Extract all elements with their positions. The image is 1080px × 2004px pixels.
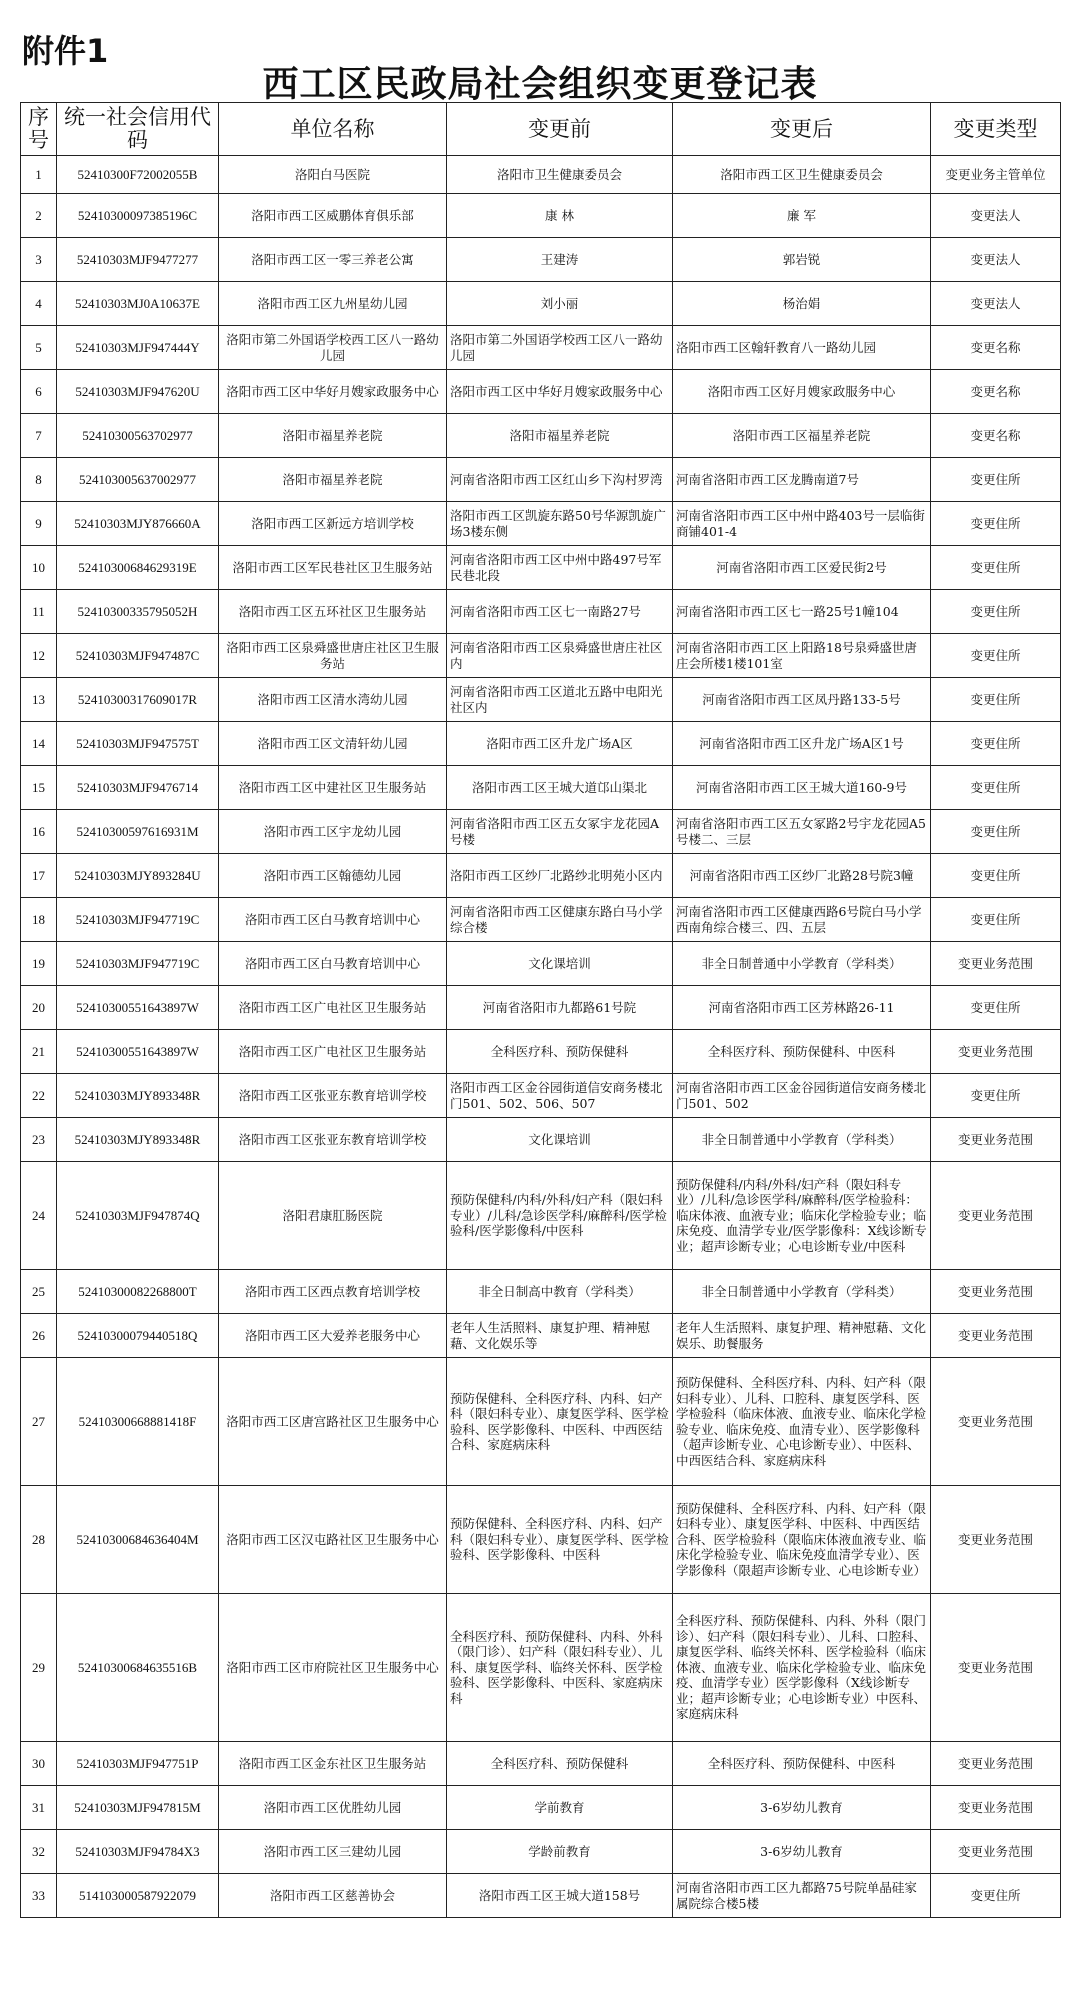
cell-org-name: 洛阳市西工区优胜幼儿园 <box>219 1786 447 1830</box>
cell-serial: 23 <box>21 1118 57 1162</box>
cell-after: 非全日制普通中小学教育（学科类） <box>673 1118 931 1162</box>
cell-org-name: 洛阳市第二外国语学校西工区八一路幼儿园 <box>219 326 447 370</box>
cell-before: 非全日制高中教育（学科类） <box>447 1270 673 1314</box>
table-row <box>21 1786 1061 1830</box>
cell-credit-code: 52410300551643897W <box>57 1030 219 1074</box>
cell-after: 老年人生活照料、康复护理、精神慰藉、文化娱乐、助餐服务 <box>673 1314 931 1358</box>
cell-after: 河南省洛阳市西工区王城大道160-9号 <box>673 766 931 810</box>
cell-credit-code: 52410300551643897W <box>57 986 219 1030</box>
registration-table <box>20 102 1061 1918</box>
cell-org-name: 洛阳市西工区唐宫路社区卫生服务中心 <box>219 1358 447 1486</box>
table-row <box>21 1486 1061 1594</box>
cell-serial: 21 <box>21 1030 57 1074</box>
cell-change-type: 变更业务范围 <box>931 1486 1061 1594</box>
cell-serial: 16 <box>21 810 57 854</box>
cell-org-name: 洛阳市西工区军民巷社区卫生服务站 <box>219 546 447 590</box>
cell-change-type: 变更业务范围 <box>931 1594 1061 1742</box>
cell-after: 河南省洛阳市西工区纱厂北路28号院3幢 <box>673 854 931 898</box>
cell-org-name: 洛阳市西工区大爱养老服务中心 <box>219 1314 447 1358</box>
cell-credit-code: 52410303MJF947575T <box>57 722 219 766</box>
header-credit-code: 统一社会信用代码 <box>57 103 219 156</box>
cell-credit-code: 52410303MJY893284U <box>57 854 219 898</box>
cell-credit-code: 52410300563702977 <box>57 414 219 458</box>
cell-org-name: 洛阳市西工区一零三养老公寓 <box>219 238 447 282</box>
table-row <box>21 1830 1061 1874</box>
cell-before: 河南省洛阳市西工区道北五路中电阳光社区内 <box>447 678 673 722</box>
cell-change-type: 变更业务范围 <box>931 1030 1061 1074</box>
cell-change-type: 变更法人 <box>931 238 1061 282</box>
cell-after: 3-6岁幼儿教育 <box>673 1830 931 1874</box>
cell-before: 河南省洛阳市西工区中州中路497号军民巷北段 <box>447 546 673 590</box>
cell-credit-code: 52410300079440518Q <box>57 1314 219 1358</box>
cell-before: 河南省洛阳市西工区泉舜盛世唐庄社区内 <box>447 634 673 678</box>
cell-org-name: 洛阳市西工区市府院社区卫生服务中心 <box>219 1594 447 1742</box>
table-row <box>21 1270 1061 1314</box>
cell-change-type: 变更名称 <box>931 326 1061 370</box>
cell-before: 预防保健科、全科医疗科、内科、妇产科（限妇科专业）、康复医学科、医学检验科、医学影像科、中医科、中西医结合科、家庭病床科 <box>447 1358 673 1486</box>
table-row <box>21 458 1061 502</box>
cell-after: 河南省洛阳市西工区健康西路6号院白马小学西南角综合楼三、四、五层 <box>673 898 931 942</box>
cell-org-name: 洛阳市西工区张亚东教育培训学校 <box>219 1074 447 1118</box>
cell-org-name: 洛阳市西工区广电社区卫生服务站 <box>219 1030 447 1074</box>
cell-serial: 3 <box>21 238 57 282</box>
cell-org-name: 洛阳市西工区宇龙幼儿园 <box>219 810 447 854</box>
cell-serial: 7 <box>21 414 57 458</box>
table-row <box>21 810 1061 854</box>
cell-after: 杨治娟 <box>673 282 931 326</box>
cell-after: 洛阳市西工区卫生健康委员会 <box>673 156 931 194</box>
cell-org-name: 洛阳市西工区五环社区卫生服务站 <box>219 590 447 634</box>
cell-serial: 31 <box>21 1786 57 1830</box>
cell-before: 洛阳市西工区王城大道158号 <box>447 1874 673 1918</box>
table-row <box>21 194 1061 238</box>
cell-org-name: 洛阳君康肛肠医院 <box>219 1162 447 1270</box>
cell-serial: 18 <box>21 898 57 942</box>
cell-before: 学前教育 <box>447 1786 673 1830</box>
cell-change-type: 变更业务范围 <box>931 1830 1061 1874</box>
header-before: 变更前 <box>447 103 673 156</box>
cell-org-name: 洛阳市西工区中建社区卫生服务站 <box>219 766 447 810</box>
cell-before: 河南省洛阳市九都路61号院 <box>447 986 673 1030</box>
cell-before: 河南省洛阳市西工区健康东路白马小学综合楼 <box>447 898 673 942</box>
cell-serial: 11 <box>21 590 57 634</box>
table-row <box>21 1162 1061 1270</box>
cell-change-type: 变更住所 <box>931 678 1061 722</box>
header-serial: 序号 <box>21 103 57 156</box>
page-title: 西工区民政局社会组织变更登记表 <box>262 64 818 105</box>
cell-before: 河南省洛阳市西工区红山乡下沟村罗湾 <box>447 458 673 502</box>
cell-credit-code: 52410300684635516B <box>57 1594 219 1742</box>
cell-serial: 9 <box>21 502 57 546</box>
cell-after: 全科医疗科、预防保健科、内科、外科（限门诊）、妇产科（限妇科专业）、儿科、口腔科、康复医学科、临终关怀科、医学检验科（临床体液、血液专业、临床化学检验专业、临床免疫、血清学专业）医学影像科（X线诊断专业；超声诊断专业；心电诊断专业）中医科、家庭病床科 <box>673 1594 931 1742</box>
cell-serial: 17 <box>21 854 57 898</box>
cell-after: 洛阳市西工区翰轩教育八一路幼儿园 <box>673 326 931 370</box>
cell-credit-code: 52410300097385196C <box>57 194 219 238</box>
cell-credit-code: 52410300F72002055B <box>57 156 219 194</box>
cell-org-name: 洛阳市西工区白马教育培训中心 <box>219 898 447 942</box>
cell-serial: 32 <box>21 1830 57 1874</box>
cell-credit-code: 514103000587922079 <box>57 1874 219 1918</box>
cell-credit-code: 52410303MJF947874Q <box>57 1162 219 1270</box>
table-row <box>21 1314 1061 1358</box>
cell-before: 康 林 <box>447 194 673 238</box>
cell-before: 洛阳市第二外国语学校西工区八一路幼儿园 <box>447 326 673 370</box>
table-row <box>21 238 1061 282</box>
cell-org-name: 洛阳市西工区威鹏体育俱乐部 <box>219 194 447 238</box>
cell-after: 河南省洛阳市西工区金谷园街道信安商务楼北门501、502 <box>673 1074 931 1118</box>
cell-after: 全科医疗科、预防保健科、中医科 <box>673 1742 931 1786</box>
cell-before: 文化课培训 <box>447 1118 673 1162</box>
cell-credit-code: 52410303MJF94784X3 <box>57 1830 219 1874</box>
cell-serial: 12 <box>21 634 57 678</box>
cell-org-name: 洛阳市西工区清水湾幼儿园 <box>219 678 447 722</box>
cell-credit-code: 52410303MJF947751P <box>57 1742 219 1786</box>
cell-org-name: 洛阳市西工区泉舜盛世唐庄社区卫生服务站 <box>219 634 447 678</box>
cell-credit-code: 52410303MJF9477277 <box>57 238 219 282</box>
cell-change-type: 变更业务范围 <box>931 1314 1061 1358</box>
table-row <box>21 1742 1061 1786</box>
header-after: 变更后 <box>673 103 931 156</box>
cell-change-type: 变更业务范围 <box>931 1162 1061 1270</box>
cell-org-name: 洛阳市西工区九州星幼儿园 <box>219 282 447 326</box>
cell-change-type: 变更住所 <box>931 1874 1061 1918</box>
cell-after: 非全日制普通中小学教育（学科类） <box>673 942 931 986</box>
cell-change-type: 变更业务范围 <box>931 1358 1061 1486</box>
cell-credit-code: 524103005637002977 <box>57 458 219 502</box>
attachment-label: 附件1 <box>22 32 109 70</box>
cell-credit-code: 52410303MJF947719C <box>57 898 219 942</box>
cell-change-type: 变更业务范围 <box>931 1118 1061 1162</box>
table-row <box>21 1030 1061 1074</box>
cell-serial: 2 <box>21 194 57 238</box>
cell-serial: 26 <box>21 1314 57 1358</box>
cell-serial: 6 <box>21 370 57 414</box>
cell-credit-code: 52410303MJY893348R <box>57 1074 219 1118</box>
table-row <box>21 634 1061 678</box>
cell-change-type: 变更业务范围 <box>931 942 1061 986</box>
cell-org-name: 洛阳白马医院 <box>219 156 447 194</box>
cell-org-name: 洛阳市西工区西点教育培训学校 <box>219 1270 447 1314</box>
cell-credit-code: 52410300317609017R <box>57 678 219 722</box>
cell-org-name: 洛阳市西工区张亚东教育培训学校 <box>219 1118 447 1162</box>
cell-serial: 4 <box>21 282 57 326</box>
table-row <box>21 1594 1061 1742</box>
cell-after: 河南省洛阳市西工区凤丹路133-5号 <box>673 678 931 722</box>
cell-org-name: 洛阳市西工区白马教育培训中心 <box>219 942 447 986</box>
cell-credit-code: 52410303MJF947815M <box>57 1786 219 1830</box>
cell-before: 王建涛 <box>447 238 673 282</box>
table-row <box>21 414 1061 458</box>
table-row <box>21 156 1061 194</box>
cell-credit-code: 52410300684636404M <box>57 1486 219 1594</box>
table-row <box>21 502 1061 546</box>
table-row <box>21 1358 1061 1486</box>
cell-before: 洛阳市卫生健康委员会 <box>447 156 673 194</box>
table-row <box>21 1118 1061 1162</box>
cell-after: 洛阳市西工区好月嫂家政服务中心 <box>673 370 931 414</box>
cell-after: 河南省洛阳市西工区七一路25号1幢104 <box>673 590 931 634</box>
cell-org-name: 洛阳市西工区金东社区卫生服务站 <box>219 1742 447 1786</box>
cell-change-type: 变更业务范围 <box>931 1270 1061 1314</box>
cell-before: 刘小丽 <box>447 282 673 326</box>
cell-before: 预防保健科/内科/外科/妇产科（限妇科专业）/儿科/急诊医学科/麻醉科/医学检验科/医学影像科/中医科 <box>447 1162 673 1270</box>
cell-credit-code: 52410300335795052H <box>57 590 219 634</box>
cell-serial: 14 <box>21 722 57 766</box>
cell-serial: 8 <box>21 458 57 502</box>
cell-after: 河南省洛阳市西工区升龙广场A区1号 <box>673 722 931 766</box>
cell-serial: 19 <box>21 942 57 986</box>
cell-org-name: 洛阳市福星养老院 <box>219 458 447 502</box>
cell-before: 全科医疗科、预防保健科 <box>447 1030 673 1074</box>
cell-before: 预防保健科、全科医疗科、内科、妇产科（限妇科专业）、康复医学科、医学检验科、医学影像科、中医科 <box>447 1486 673 1594</box>
cell-before: 洛阳市西工区金谷园街道信安商务楼北门501、502、506、507 <box>447 1074 673 1118</box>
cell-change-type: 变更住所 <box>931 898 1061 942</box>
cell-change-type: 变更住所 <box>931 634 1061 678</box>
cell-before: 洛阳市福星养老院 <box>447 414 673 458</box>
cell-credit-code: 52410303MJ0A10637E <box>57 282 219 326</box>
cell-serial: 27 <box>21 1358 57 1486</box>
cell-before: 河南省洛阳市西工区五女冢宇龙花园A号楼 <box>447 810 673 854</box>
cell-after: 3-6岁幼儿教育 <box>673 1786 931 1830</box>
cell-after: 预防保健科、全科医疗科、内科、妇产科（限妇科专业）、康复医学科、中医科、中西医结合科、医学检验科（限临床体液血液专业、临床化学检验专业、临床免疫血清学专业）、医学影像科（限超声诊断专业、心电诊断专业） <box>673 1486 931 1594</box>
header-change-type: 变更类型 <box>931 103 1061 156</box>
table-row <box>21 854 1061 898</box>
table-row <box>21 766 1061 810</box>
cell-credit-code: 52410303MJF947444Y <box>57 326 219 370</box>
table-header-row <box>21 103 1061 156</box>
cell-change-type: 变更法人 <box>931 282 1061 326</box>
cell-after: 预防保健科、全科医疗科、内科、妇产科（限妇科专业）、儿科、口腔科、康复医学科、医学检验科（临床体液、血液专业、临床化学检验专业、临床免疫、血清专业）、医学影像科（超声诊断专业、心电诊断专业）、中医科、中西医结合科、家庭病床科 <box>673 1358 931 1486</box>
table-row <box>21 986 1061 1030</box>
cell-before: 老年人生活照料、康复护理、精神慰藉、文化娱乐等 <box>447 1314 673 1358</box>
cell-change-type: 变更业务范围 <box>931 1786 1061 1830</box>
cell-after: 郭岩锐 <box>673 238 931 282</box>
cell-after: 河南省洛阳市西工区九都路75号院单晶硅家属院综合楼5楼 <box>673 1874 931 1918</box>
cell-change-type: 变更住所 <box>931 590 1061 634</box>
cell-before: 全科医疗科、预防保健科 <box>447 1742 673 1786</box>
cell-change-type: 变更住所 <box>931 502 1061 546</box>
cell-before: 洛阳市西工区凯旋东路50号华源凯旋广场3楼东侧 <box>447 502 673 546</box>
cell-serial: 5 <box>21 326 57 370</box>
cell-serial: 20 <box>21 986 57 1030</box>
header-org-name: 单位名称 <box>219 103 447 156</box>
cell-change-type: 变更法人 <box>931 194 1061 238</box>
cell-after: 全科医疗科、预防保健科、中医科 <box>673 1030 931 1074</box>
cell-change-type: 变更住所 <box>931 854 1061 898</box>
cell-serial: 13 <box>21 678 57 722</box>
cell-credit-code: 52410300082268800T <box>57 1270 219 1314</box>
cell-before: 洛阳市西工区升龙广场A区 <box>447 722 673 766</box>
cell-credit-code: 52410303MJY893348R <box>57 1118 219 1162</box>
cell-org-name: 洛阳市西工区文清轩幼儿园 <box>219 722 447 766</box>
cell-serial: 24 <box>21 1162 57 1270</box>
cell-before: 洛阳市西工区中华好月嫂家政服务中心 <box>447 370 673 414</box>
cell-after: 河南省洛阳市西工区中州中路403号一层临街商铺401-4 <box>673 502 931 546</box>
cell-before: 河南省洛阳市西工区七一南路27号 <box>447 590 673 634</box>
cell-credit-code: 52410300684629319E <box>57 546 219 590</box>
table-row <box>21 1074 1061 1118</box>
cell-change-type: 变更住所 <box>931 766 1061 810</box>
cell-org-name: 洛阳市西工区慈善协会 <box>219 1874 447 1918</box>
cell-change-type: 变更住所 <box>931 986 1061 1030</box>
cell-org-name: 洛阳市福星养老院 <box>219 414 447 458</box>
cell-serial: 28 <box>21 1486 57 1594</box>
cell-change-type: 变更业务主管单位 <box>931 156 1061 194</box>
cell-credit-code: 52410303MJY876660A <box>57 502 219 546</box>
cell-before: 文化课培训 <box>447 942 673 986</box>
cell-credit-code: 52410303MJF947719C <box>57 942 219 986</box>
cell-change-type: 变更名称 <box>931 370 1061 414</box>
cell-org-name: 洛阳市西工区广电社区卫生服务站 <box>219 986 447 1030</box>
cell-after: 河南省洛阳市西工区上阳路18号泉舜盛世唐庄会所楼1楼101室 <box>673 634 931 678</box>
table-row <box>21 1874 1061 1918</box>
cell-after: 河南省洛阳市西工区五女冢路2号宇龙花园A5号楼二、三层 <box>673 810 931 854</box>
cell-credit-code: 52410300597616931M <box>57 810 219 854</box>
cell-change-type: 变更名称 <box>931 414 1061 458</box>
cell-change-type: 变更住所 <box>931 546 1061 590</box>
cell-serial: 25 <box>21 1270 57 1314</box>
table-row <box>21 326 1061 370</box>
cell-before: 洛阳市西工区纱厂北路纱北明苑小区内 <box>447 854 673 898</box>
cell-credit-code: 52410303MJF947620U <box>57 370 219 414</box>
cell-after: 河南省洛阳市西工区爱民街2号 <box>673 546 931 590</box>
cell-serial: 29 <box>21 1594 57 1742</box>
table-row <box>21 678 1061 722</box>
cell-org-name: 洛阳市西工区汉屯路社区卫生服务中心 <box>219 1486 447 1594</box>
cell-serial: 33 <box>21 1874 57 1918</box>
cell-change-type: 变更住所 <box>931 1074 1061 1118</box>
table-row <box>21 942 1061 986</box>
cell-change-type: 变更住所 <box>931 458 1061 502</box>
cell-after: 洛阳市西工区福星养老院 <box>673 414 931 458</box>
table-row <box>21 282 1061 326</box>
cell-after: 河南省洛阳市西工区芳林路26-11 <box>673 986 931 1030</box>
cell-before: 学龄前教育 <box>447 1830 673 1874</box>
cell-serial: 22 <box>21 1074 57 1118</box>
cell-org-name: 洛阳市西工区三建幼儿园 <box>219 1830 447 1874</box>
cell-change-type: 变更住所 <box>931 810 1061 854</box>
cell-serial: 10 <box>21 546 57 590</box>
cell-after: 河南省洛阳市西工区龙腾南道7号 <box>673 458 931 502</box>
cell-after: 预防保健科/内科/外科/妇产科（限妇科专业）/儿科/急诊医学科/麻醉科/医学检验科：临床体液、血液专业；临床化学检验专业；临床免疫、血清学专业/医学影像科：X线诊断专业；超声诊断专业；心电诊断专业/中医科 <box>673 1162 931 1270</box>
cell-serial: 30 <box>21 1742 57 1786</box>
cell-serial: 1 <box>21 156 57 194</box>
table-row <box>21 722 1061 766</box>
cell-after: 廉 军 <box>673 194 931 238</box>
cell-credit-code: 52410300668881418F <box>57 1358 219 1486</box>
cell-after: 非全日制普通中小学教育（学科类） <box>673 1270 931 1314</box>
cell-change-type: 变更业务范围 <box>931 1742 1061 1786</box>
cell-org-name: 洛阳市西工区中华好月嫂家政服务中心 <box>219 370 447 414</box>
cell-credit-code: 52410303MJF9476714 <box>57 766 219 810</box>
cell-serial: 15 <box>21 766 57 810</box>
cell-credit-code: 52410303MJF947487C <box>57 634 219 678</box>
table-row <box>21 898 1061 942</box>
cell-org-name: 洛阳市西工区新远方培训学校 <box>219 502 447 546</box>
cell-change-type: 变更住所 <box>931 722 1061 766</box>
cell-before: 全科医疗科、预防保健科、内科、外科（限门诊）、妇产科（限妇科专业）、儿科、康复医学科、临终关怀科、医学检验科、医学影像科、中医科、家庭病床科 <box>447 1594 673 1742</box>
table-row <box>21 590 1061 634</box>
table-row <box>21 370 1061 414</box>
cell-org-name: 洛阳市西工区翰德幼儿园 <box>219 854 447 898</box>
table-row <box>21 546 1061 590</box>
cell-before: 洛阳市西工区王城大道邙山渠北 <box>447 766 673 810</box>
